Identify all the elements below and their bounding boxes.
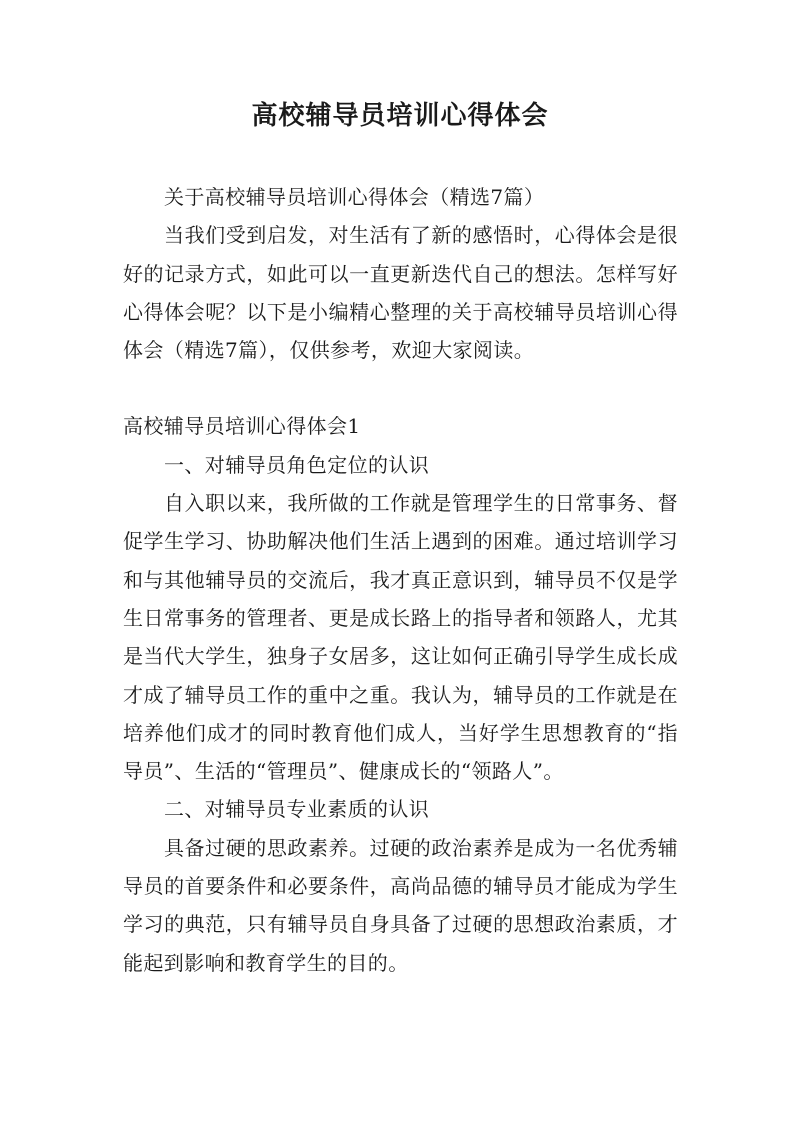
document-title: 高校辅导员培训心得体会 — [251, 101, 549, 131]
subsection-heading-2: 二、对辅导员专业素质的认识 — [164, 797, 430, 822]
document-body — [123, 178, 678, 982]
body-paragraph-1: 自入职以来，我所做的工作就是管理学生的日常事务、督促学生学习、协助解决他们生活上遇到的困难。通过培训学习和与其他辅导员的交流后，我才真正意识到，辅导员不仅是学生日常事务的管理者、更是成长路上的指导者和领路人，尤其是当代大学生，独身子女居多，这让如何正确引导学生成长成才成了辅导员工作的重中之重。我认为，辅导员的工作就是在培养他们成才的同时教育他们成人，当好学生思想教育的“指导员”、生活的“管理员”、健康成长的“领路人”。 — [123, 491, 678, 784]
body-paragraph-2: 具备过硬的思政素养。过硬的政治素养是成为一名优秀辅导员的首要条件和必要条件，高尚品德的辅导员才能成为学生学习的典范，只有辅导员自身具备了过硬的思想政治素质，才能起到影响和教育学生的目的。 — [123, 835, 678, 975]
intro-paragraph: 当我们受到启发，对生活有了新的感悟时，心得体会是很好的记录方式，如此可以一直更新迭代自己的想法。怎样写好心得体会呢？以下是小编精心整理的关于高校辅导员培训心得体会（精选7篇），仅供参考，欢迎大家阅读。 — [123, 223, 678, 363]
subsection-heading-1: 一、对辅导员角色定位的认识 — [164, 452, 430, 477]
section-heading: 高校辅导员培训心得体会1 — [123, 414, 361, 439]
paragraph-spacer — [123, 369, 678, 407]
subtitle-paragraph: 关于高校辅导员培训心得体会（精选7篇） — [164, 185, 545, 209]
